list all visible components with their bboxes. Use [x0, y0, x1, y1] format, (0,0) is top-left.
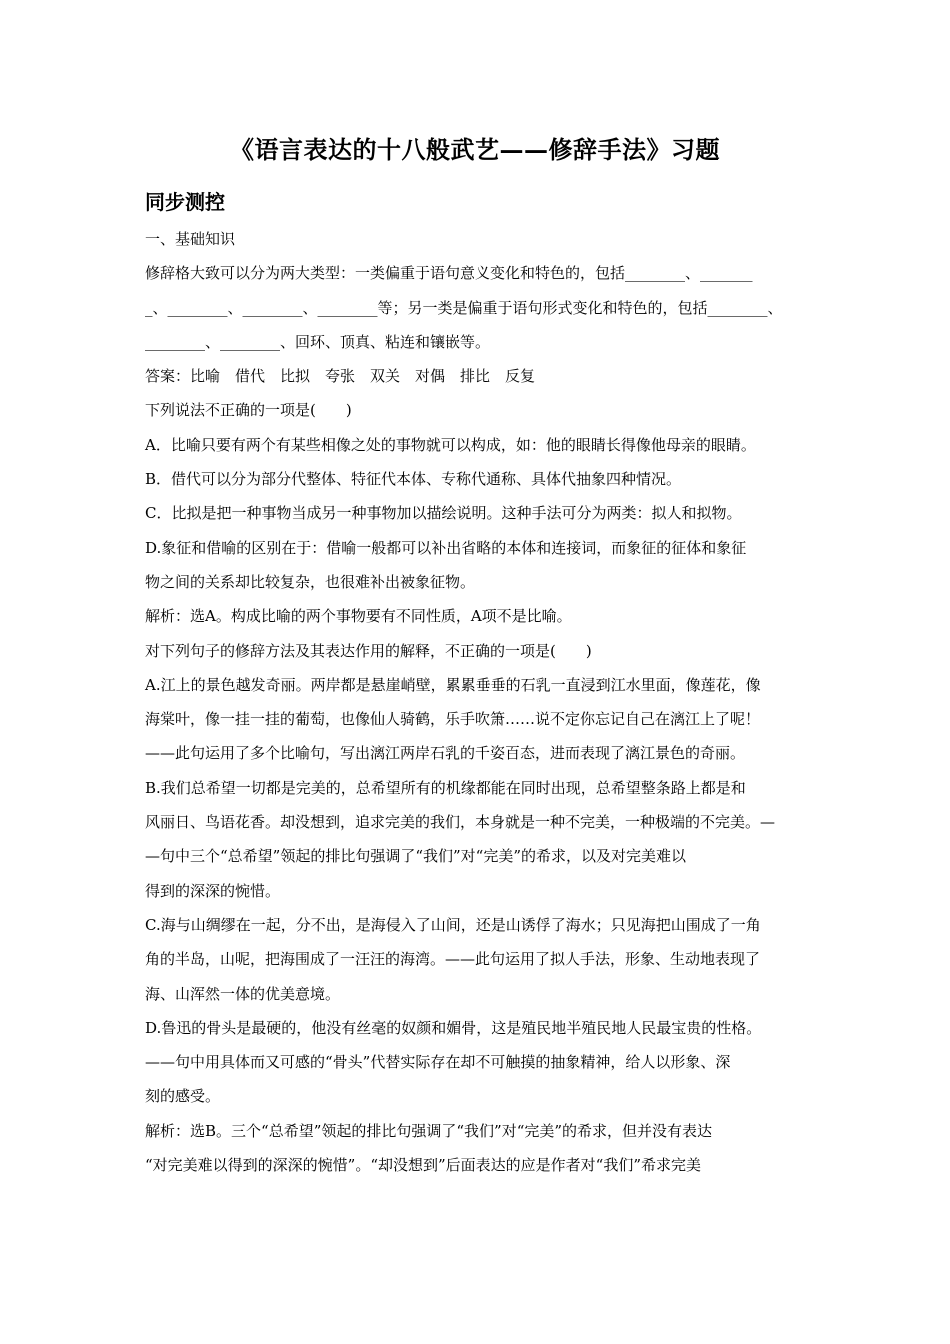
- question-2-option-b: B．借代可以分为部分代整体、特征代本体、专称代通称、具体代抽象四种情况。: [145, 470, 682, 489]
- question-3-analysis-line-1: 解析：选B。三个“总希望”领起的排比句强调了“我们”对“完美”的希求，但并没有表达: [145, 1121, 713, 1140]
- question-3-option-c-line-2: 角的半岛，山呢，把海围成了一汪汪的海湾。——此句运用了拟人手法，形象、生动地表现了: [145, 950, 761, 969]
- question-1-line-1: 修辞格大致可以分为两大类型：一类偏重于语句意义变化和特色的，包括________、_______: [145, 264, 753, 283]
- question-3-option-c-line-1: C.海与山绸缪在一起，分不出，是海侵入了山间，还是山诱俘了海水；只见海把山围成了一角: [145, 915, 761, 934]
- answer-1: 答案：比喻 借代 比拟 夸张 双关 对偶 排比 反复: [145, 367, 536, 386]
- question-1-line-3: ________、________、回环、顶真、粘连和镶嵌等。: [145, 332, 491, 351]
- question-3-option-b-line-4: 得到的深深的惋惜。: [145, 881, 281, 900]
- question-1-line-2: _、________、________、________等；另一类是偏重于语句形式变化和特色的，包括________、: [145, 298, 783, 317]
- question-2-analysis: 解析：选A。构成比喻的两个事物要有不同性质，A项不是比喻。: [145, 607, 572, 626]
- question-2-option-d-line-1: D.象征和借喻的区别在于：借喻一般都可以补出省略的本体和连接词，而象征的征体和象征: [145, 538, 747, 557]
- document-title: 《语言表达的十八般武艺——修辞手法》习题: [230, 135, 720, 164]
- question-3-option-b-line-1: B.我们总希望一切都是完美的，总希望所有的机缘都能在同时出现，总希望整条路上都是和: [145, 778, 746, 797]
- question-3-stem: 对下列句子的修辞方法及其表达作用的解释，不正确的一项是( ): [145, 641, 592, 660]
- question-3-option-b-line-2: 风丽日、鸟语花香。却没想到，追求完美的我们，本身就是一种不完美，一种极端的不完美。—: [145, 813, 776, 832]
- question-2-option-d-line-2: 物之间的关系却比较复杂，也很难补出被象征物。: [145, 572, 476, 591]
- document-body: [145, 222, 815, 1182]
- question-3-option-a-line-1: A.江上的景色越发奇丽。两岸都是悬崖峭壁，累累垂垂的石乳一直浸到江水里面，像莲花，像: [145, 675, 761, 694]
- question-3-option-d-line-2: ——句中用具体而又可感的“骨头”代替实际存在却不可触摸的抽象精神，给人以形象、深: [145, 1053, 731, 1072]
- section-title: 同步测控: [145, 190, 225, 214]
- heading-basic-knowledge: 一、基础知识: [145, 230, 236, 248]
- question-3-option-a-line-3: ——此句运用了多个比喻句，写出漓江两岸石乳的千姿百态，进而表现了漓江景色的奇丽。: [145, 744, 746, 763]
- question-3-option-d-line-1: D.鲁迅的骨头是最硬的，他没有丝毫的奴颜和媚骨，这是殖民地半殖民地人民最宝贵的性格。: [145, 1018, 762, 1037]
- question-3-analysis-line-2: “对完美难以得到的深深的惋惜”。“却没想到”后面表达的应是作者对“我们”希求完美: [145, 1156, 702, 1175]
- question-2-option-c: C．比拟是把一种事物当成另一种事物加以描绘说明。这种手法可分为两类：拟人和拟物。: [145, 504, 742, 523]
- question-3-option-d-line-3: 刻的感受。: [145, 1087, 221, 1106]
- question-3-option-b-line-3: —句中三个“总希望”领起的排比句强调了“我们”对“完美”的希求，以及对完美难以: [145, 847, 687, 866]
- question-3-option-a-line-2: 海棠叶，像一挂一挂的葡萄，也像仙人骑鹤，乐手吹箫……说不定你忘记自己在漓江上了呢！: [145, 710, 761, 729]
- question-2-option-a: A．比喻只要有两个有某些相像之处的事物就可以构成，如：他的眼睛长得像他母亲的眼睛。: [145, 435, 756, 454]
- question-2-stem: 下列说法不正确的一项是( ): [145, 401, 352, 420]
- question-3-option-c-line-3: 海、山浑然一体的优美意境。: [145, 984, 341, 1003]
